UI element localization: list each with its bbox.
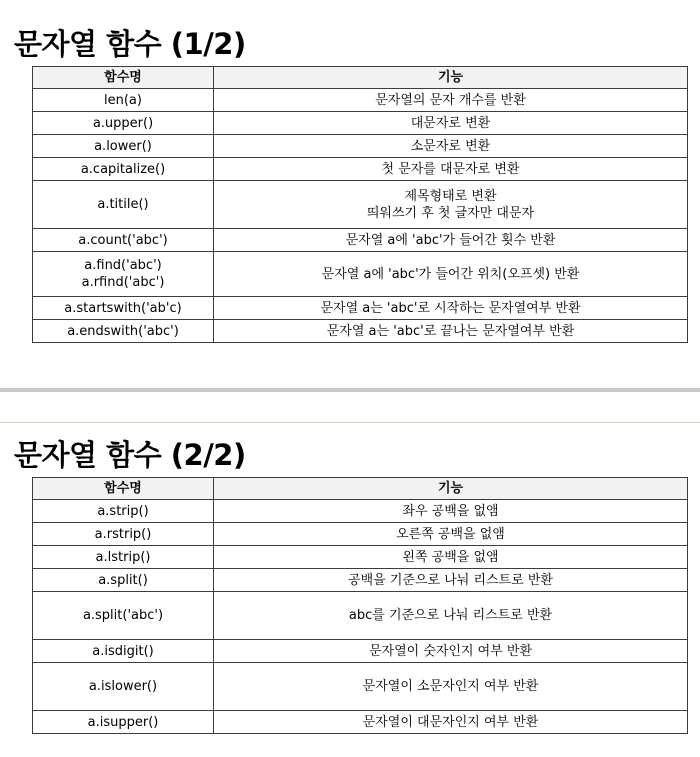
function-name-cell: a.upper() bbox=[33, 112, 214, 135]
description-cell: abc를 기준으로 나눠 리스트로 반환 bbox=[214, 592, 688, 640]
header-description: 기능 bbox=[214, 67, 688, 89]
function-name-cell: a.capitalize() bbox=[33, 158, 214, 181]
description-cell: 좌우 공백을 없앰 bbox=[214, 500, 688, 523]
function-name-cell: a.startswith('ab'c) bbox=[33, 297, 214, 320]
description-cell: 문자열의 문자 개수를 반환 bbox=[214, 89, 688, 112]
description-cell: 소문자로 변환 bbox=[214, 135, 688, 158]
function-name-cell: a.lower() bbox=[33, 135, 214, 158]
description-cell: 문자열 a는 'abc'로 시작하는 문자열여부 반환 bbox=[214, 297, 688, 320]
description-cell: 문자열이 숫자인지 여부 반환 bbox=[214, 640, 688, 663]
table-row bbox=[33, 663, 688, 711]
function-name-cell: a.isdigit() bbox=[33, 640, 214, 663]
function-name-cell: a.rstrip() bbox=[33, 523, 214, 546]
function-name-cell: len(a) bbox=[33, 89, 214, 112]
table-row bbox=[33, 640, 688, 663]
function-name-cell: a.islower() bbox=[33, 663, 214, 711]
description-cell: 문자열 a에 'abc'가 들어간 위치(오프셋) 반환 bbox=[214, 252, 688, 297]
table-row bbox=[33, 252, 688, 297]
function-table bbox=[32, 66, 688, 343]
header-description: 기능 bbox=[214, 478, 688, 500]
description-cell: 제목형태로 변환 띄워쓰기 후 첫 글자만 대문자 bbox=[214, 181, 688, 229]
description-cell: 문자열이 소문자인지 여부 반환 bbox=[214, 663, 688, 711]
header-function-name: 함수명 bbox=[33, 478, 214, 500]
slide-divider bbox=[0, 388, 700, 392]
description-cell: 오른쪽 공백을 없앰 bbox=[214, 523, 688, 546]
table-row bbox=[33, 181, 688, 229]
table-row bbox=[33, 229, 688, 252]
table-row bbox=[33, 112, 688, 135]
function-name-cell: a.find('abc') a.rfind('abc') bbox=[33, 252, 214, 297]
function-name-cell: a.split('abc') bbox=[33, 592, 214, 640]
table-row bbox=[33, 89, 688, 112]
table-header-row bbox=[33, 67, 688, 89]
table-header-row bbox=[33, 478, 688, 500]
function-name-cell: a.titile() bbox=[33, 181, 214, 229]
table-row bbox=[33, 546, 688, 569]
table-row bbox=[33, 297, 688, 320]
description-cell: 대문자로 변환 bbox=[214, 112, 688, 135]
table-row bbox=[33, 569, 688, 592]
header-function-name: 함수명 bbox=[33, 67, 214, 89]
function-name-cell: a.endswith('abc') bbox=[33, 320, 214, 343]
table-row bbox=[33, 523, 688, 546]
description-cell: 왼쪽 공백을 없앰 bbox=[214, 546, 688, 569]
function-name-cell: a.isupper() bbox=[33, 711, 214, 734]
description-cell: 첫 문자를 대문자로 변환 bbox=[214, 158, 688, 181]
table-row bbox=[33, 320, 688, 343]
slide-2 bbox=[0, 393, 700, 757]
slide-title: 문자열 함수 (1/2) bbox=[14, 27, 246, 61]
slide-top-rule bbox=[0, 422, 700, 423]
table-row bbox=[33, 592, 688, 640]
function-name-cell: a.lstrip() bbox=[33, 546, 214, 569]
table-row bbox=[33, 158, 688, 181]
function-name-cell: a.count('abc') bbox=[33, 229, 214, 252]
table-row bbox=[33, 711, 688, 734]
slide-title: 문자열 함수 (2/2) bbox=[14, 438, 246, 472]
description-cell: 문자열 a에 'abc'가 들어간 횟수 반환 bbox=[214, 229, 688, 252]
function-name-cell: a.split() bbox=[33, 569, 214, 592]
description-cell: 문자열이 대문자인지 여부 반환 bbox=[214, 711, 688, 734]
table-row bbox=[33, 135, 688, 158]
description-cell: 공백을 기준으로 나눠 리스트로 반환 bbox=[214, 569, 688, 592]
function-name-cell: a.strip() bbox=[33, 500, 214, 523]
table-row bbox=[33, 500, 688, 523]
description-cell: 문자열 a는 'abc'로 끝나는 문자열여부 반환 bbox=[214, 320, 688, 343]
function-table bbox=[32, 477, 688, 734]
